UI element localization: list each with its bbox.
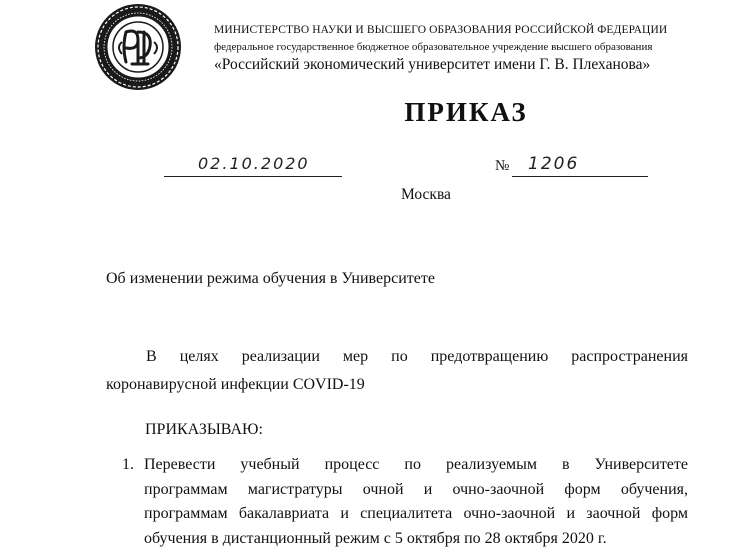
number-field: [512, 152, 648, 177]
ministry-name: МИНИСТЕРСТВО НАУКИ И ВЫСШЕГО ОБРАЗОВАНИЯ РОССИЙСКОЙ ФЕДЕРАЦИИ: [214, 24, 668, 36]
order-date: 02.10.2020: [198, 154, 310, 173]
item-text: [144, 453, 688, 551]
item-line-1: Перевести учебный процесс по реализуемым в Университете: [144, 456, 688, 473]
city: Москва: [401, 186, 451, 203]
preamble-line-2: коронавирусной инфекции COVID-19: [106, 376, 365, 393]
university-emblem-icon: [86, 2, 190, 92]
item-line-4: обучения в дистанционный режим с 5 октября по 28 октября 2020 г.: [144, 529, 607, 547]
order-subject: Об изменении режима обучения в Университете: [106, 270, 435, 287]
item-line-2: программам магистратуры очной и очно-заочной форм обучения,: [144, 480, 688, 498]
preamble-paragraph: [106, 343, 688, 399]
institution-type: федеральное государственное бюджетное образовательное учреждение высшего образования: [214, 41, 653, 53]
preamble-line-1: В целях реализации мер по предотвращению распространения: [146, 348, 688, 365]
university-name: «Российский экономический университет имени Г. В. Плеханова»: [214, 56, 651, 73]
document-title: ПРИКАЗ: [404, 97, 528, 127]
item-line-3: программам бакалавриата и специалитета очно-заочной и заочной форм: [144, 505, 688, 522]
date-field: [164, 152, 342, 177]
orders-heading: ПРИКАЗЫВАЮ:: [145, 421, 263, 438]
number-sign: №: [495, 158, 510, 174]
order-number: 1206: [528, 154, 580, 174]
item-number: 1.: [122, 456, 134, 473]
